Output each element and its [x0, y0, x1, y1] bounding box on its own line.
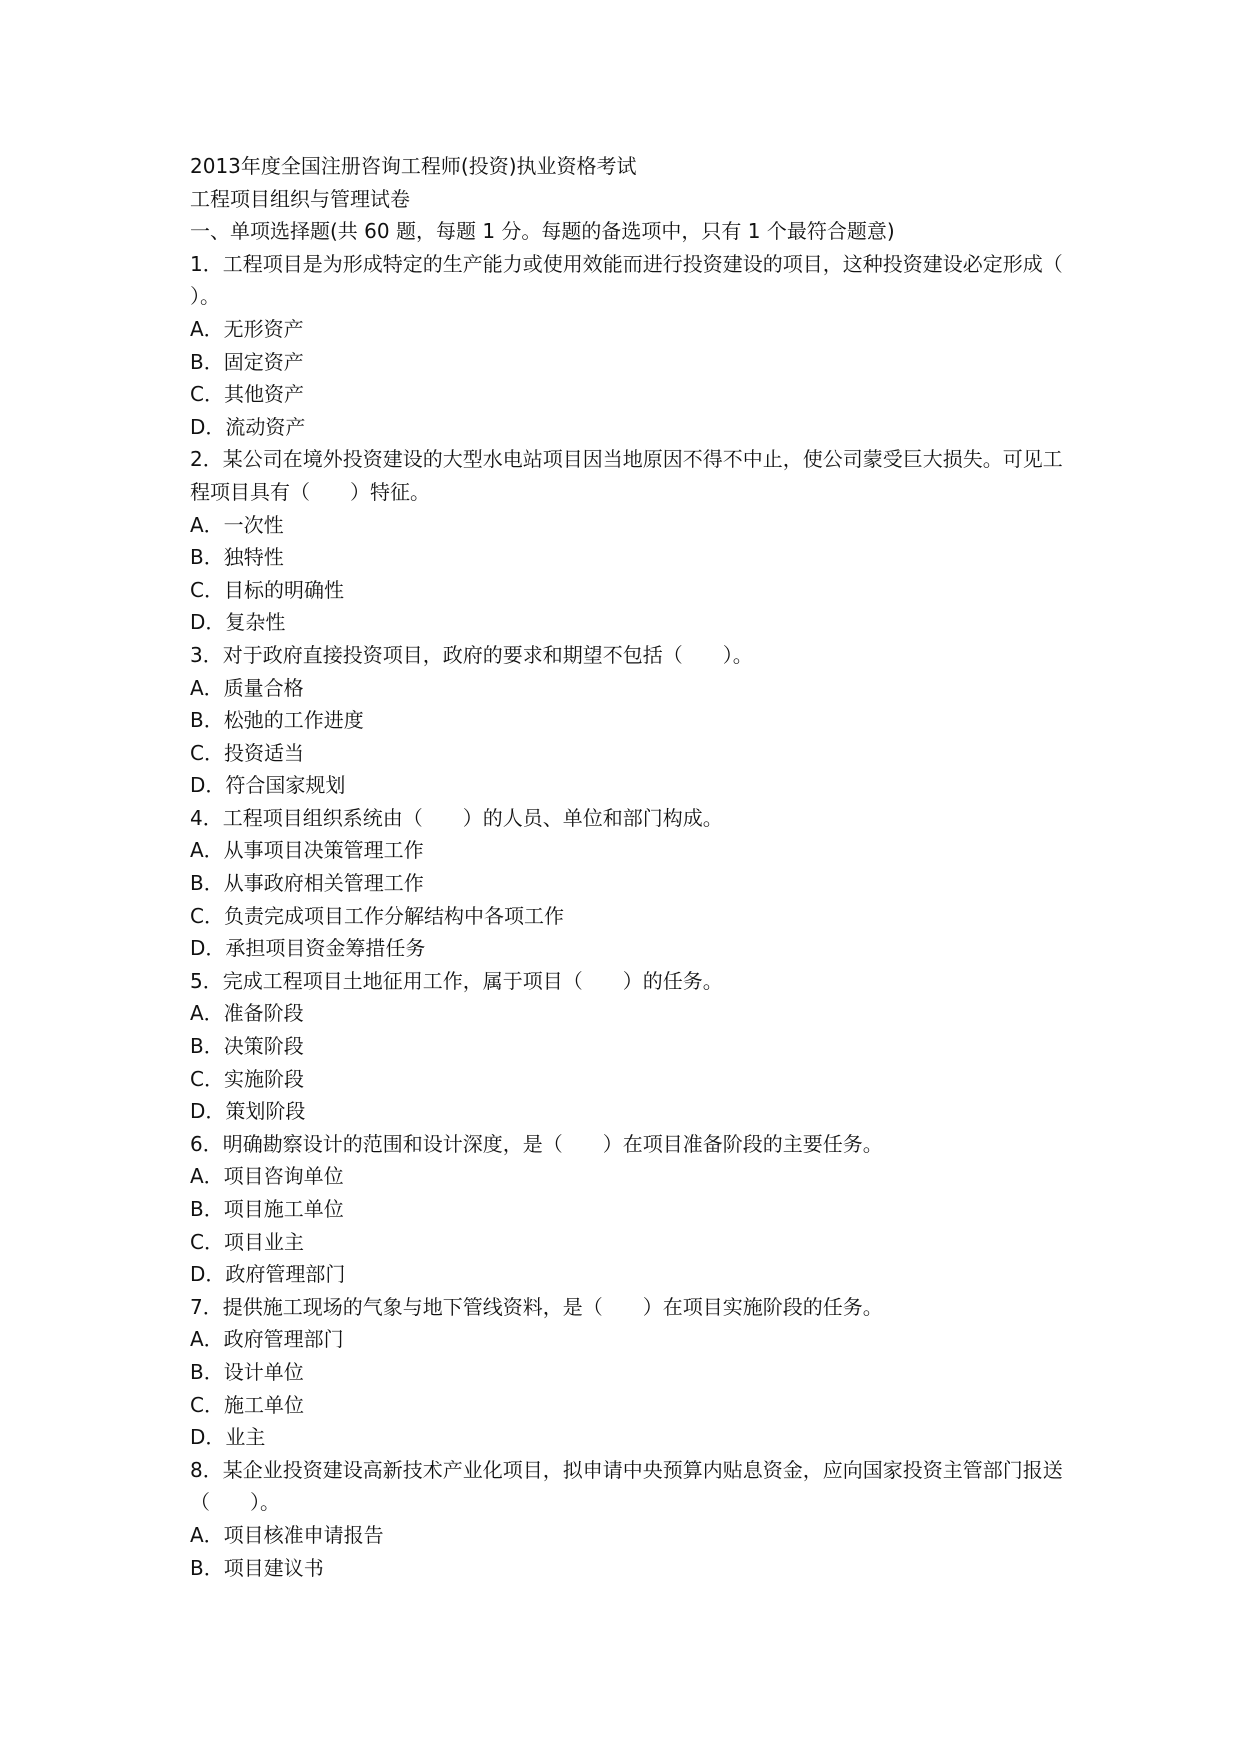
option-c: C．投资适当	[190, 740, 304, 765]
question-text: 8．某企业投资建设高新技术产业化项目，拟申请中央预算内贴息资金，应向国家投资主管部门报送（ ）。	[190, 1457, 1063, 1515]
question-7	[190, 1291, 1070, 1454]
option-a: A．一次性	[190, 512, 284, 537]
option-a: A．无形资产	[190, 316, 304, 341]
question-text: 6．明确勘察设计的范围和设计深度，是（ ）在项目准备阶段的主要任务。	[190, 1131, 883, 1156]
question-1	[190, 248, 1103, 444]
option-b: B．独特性	[190, 545, 284, 570]
option-a: A．从事项目决策管理工作	[190, 838, 424, 863]
question-text: 3．对于政府直接投资项目，政府的要求和期望不包括（ ）。	[190, 642, 753, 667]
document-content	[190, 150, 1103, 1584]
option-d: D．符合国家规划	[190, 773, 346, 798]
option-b: B．项目施工单位	[190, 1197, 344, 1221]
question-text: 5．完成工程项目土地征用工作，属于项目（ ）的任务。	[190, 968, 723, 993]
option-c: C．实施阶段	[190, 1066, 304, 1091]
option-b: B．设计单位	[190, 1359, 304, 1384]
question-text: 1．工程项目是为形成特定的生产能力或使用效能而进行投资建设的项目，这种投资建设必定形成（ ）。	[190, 251, 1103, 309]
question-2	[190, 443, 1070, 639]
option-d: D．政府管理部门	[190, 1262, 346, 1287]
option-a: A．项目咨询单位	[190, 1164, 344, 1189]
option-c: C．目标的明确性	[190, 577, 344, 602]
option-b: B．决策阶段	[190, 1034, 304, 1059]
option-d: D．策划阶段	[190, 1099, 306, 1124]
option-d: D．复杂性	[190, 610, 286, 635]
option-d: D．业主	[190, 1425, 266, 1450]
option-d: D．承担项目资金筹措任务	[190, 936, 426, 961]
option-a: A．项目核准申请报告	[190, 1522, 384, 1547]
option-b: B．项目建议书	[190, 1555, 324, 1580]
question-3	[190, 639, 1070, 802]
option-b: B．固定资产	[190, 349, 304, 374]
option-b: B．松弛的工作进度	[190, 708, 364, 733]
question-8	[190, 1454, 1070, 1584]
option-d: D．流动资产	[190, 414, 306, 439]
section-heading: 一、单项选择题(共 60 题，每题 1 分。每题的备选项中，只有 1 个最符合题意)	[190, 219, 895, 244]
question-text: 7．提供施工现场的气象与地下管线资料，是（ ）在项目实施阶段的任务。	[190, 1294, 883, 1319]
option-a: A．政府管理部门	[190, 1327, 344, 1352]
exam-subtitle: 工程项目组织与管理试卷	[190, 186, 410, 211]
question-text: 2．某公司在境外投资建设的大型水电站项目因当地原因不得不中止，使公司蒙受巨大损失。可见工程项目具有（ ）特征。	[190, 447, 1063, 504]
question-text: 4．工程项目组织系统由（ ）的人员、单位和部门构成。	[190, 805, 723, 830]
option-a: A．准备阶段	[190, 1001, 304, 1026]
question-5	[190, 965, 1070, 1128]
option-a: A．质量合格	[190, 675, 304, 700]
question-4	[190, 802, 1070, 965]
option-c: C．负责完成项目工作分解结构中各项工作	[190, 903, 564, 928]
question-6	[190, 1128, 1070, 1291]
exam-title: 2013年度全国注册咨询工程师(投资)执业资格考试	[190, 154, 637, 178]
option-c: C．项目业主	[190, 1229, 304, 1254]
option-c: C．施工单位	[190, 1392, 304, 1417]
option-b: B．从事政府相关管理工作	[190, 871, 424, 896]
option-c: C．其他资产	[190, 382, 304, 407]
